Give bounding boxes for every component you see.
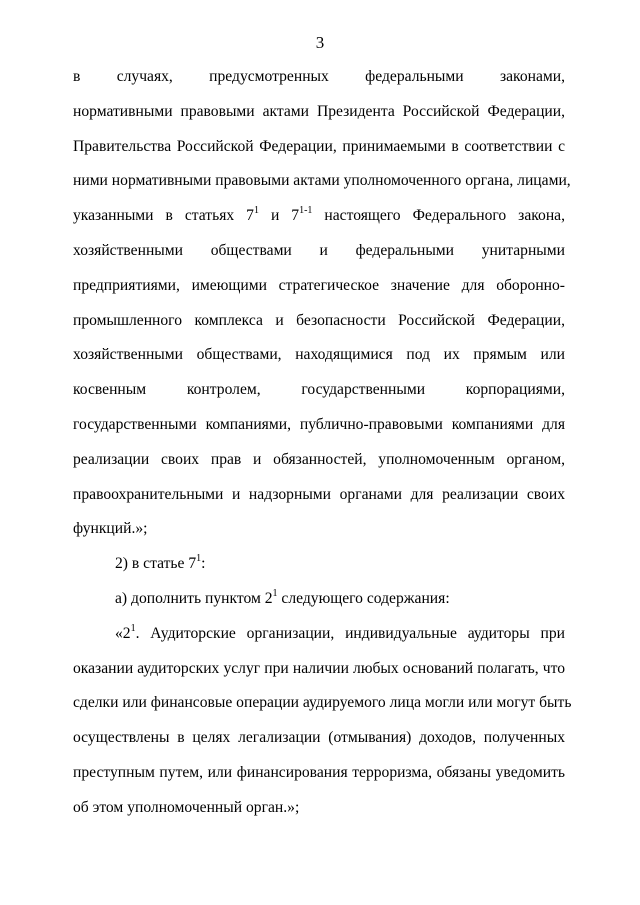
text-line: преступным путем, или финансирования терроризма, обязаны уведомить <box>73 763 565 781</box>
text-fragment: и 7 <box>258 207 300 225</box>
text-line <box>73 205 565 240</box>
text-line: предприятиями, имеющими стратегическое значение для оборонно- <box>73 276 565 294</box>
text-fragment: 2) в статье 7 <box>115 555 197 573</box>
superscript: 1 <box>272 587 278 599</box>
list-item-2 <box>73 553 565 588</box>
text-fragment: настоящего Федерального закона, <box>312 207 565 225</box>
text-line: нормативными правовыми актами Президента Российской Федерации, <box>73 102 565 120</box>
superscript: 1 <box>196 553 202 565</box>
text-line: хозяйственными обществами и федеральными унитарными <box>73 241 565 259</box>
text-line: об этом уполномоченный орган.»; <box>73 798 300 816</box>
text-line: реализации своих прав и обязанностей, уполномоченным органом, <box>73 450 565 468</box>
page-number: 3 <box>315 33 325 52</box>
text-line: промышленного комплекса и безопасности Российской Федерации, <box>73 311 565 329</box>
list-item-a <box>73 588 565 623</box>
text-line: функций.»; <box>73 520 148 538</box>
text-fragment: указанными в статьях 7 <box>73 207 254 225</box>
text-fragment: . Аудиторские организации, индивидуальные аудиторы при <box>135 624 565 642</box>
superscript: 1 <box>253 205 259 217</box>
text-line: ними нормативными правовыми актами уполномоченного органа, лицами, <box>73 172 571 190</box>
text-fragment: а) дополнить пунктом 2 <box>115 589 273 607</box>
text-line: государственными компаниями, публично-правовыми компаниями для <box>73 415 565 433</box>
superscript: 1-1 <box>299 205 313 217</box>
text-fragment: «2 <box>115 624 131 642</box>
text-line <box>73 623 565 658</box>
text-line: Правительства Российской Федерации, принимаемыми в соответствии с <box>73 137 565 155</box>
text-line: в случаях, предусмотренных федеральными законами, <box>73 68 565 85</box>
superscript: 1 <box>130 622 136 634</box>
text-fragment: : <box>201 555 206 573</box>
text-line: оказании аудиторских услуг при наличии любых оснований полагать, что <box>73 659 565 677</box>
text-fragment: следующего содержания: <box>277 589 450 607</box>
text-line: осуществлены в целях легализации (отмывания) доходов, полученных <box>73 729 565 747</box>
text-line: хозяйственными обществами, находящимися под их прямым или <box>73 346 565 364</box>
document-body <box>73 66 572 832</box>
text-line: косвенным контролем, государственными корпорациями, <box>73 381 565 399</box>
text-line: правоохранительными и надзорными органами для реализации своих <box>73 485 565 503</box>
text-line: сделки или финансовые операции аудируемого лица могли или могут быть <box>73 694 572 712</box>
